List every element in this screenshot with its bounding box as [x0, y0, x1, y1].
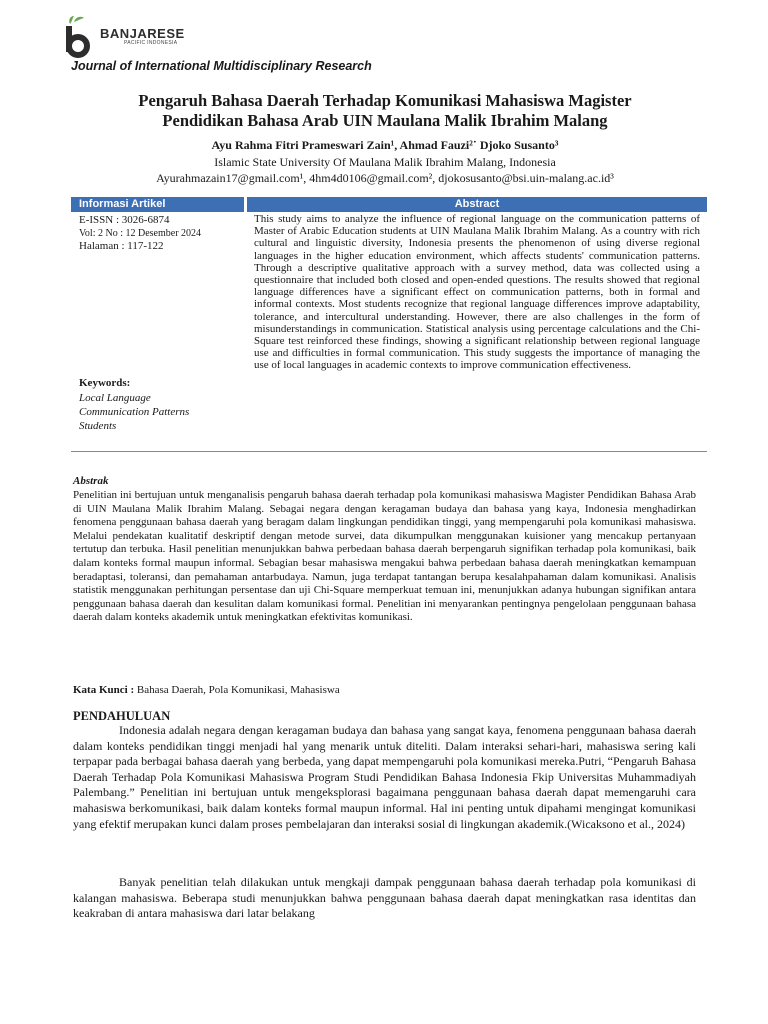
intro-paragraph-text: Indonesia adalah negara dengan keragaman budaya dan bahasa yang sangat kaya, fenomena penggunaan bahasa daerah dalam konteks pendidikan tinggi menjadi hal yang menarik untuk diteliti. Dalam interaksi sehari-hari, mahasiswa sering kali terpapar pada berbagai bahasa daerah yang berbeda, yang dapat mempengaruhi pola komunikasi mereka.Putri, “Pengaruh Bahasa Daerah Terhadap Pola Komunikasi Mahasiswa Program Studi Pendidikan Bahasa Indonesia Fkip Universitas Muhammadiyah Palembang.” Penelitian ini bertujuan untuk mengeksplorasi bagaimana penggunaan bahasa daerah dapat memengaruhi cara mahasiswa berkomunikasi, baik dalam konteks formal maupun informal. Hal ini penting untuk dipahami mengingat komunikasi yang efektif merupakan kunci dalam proses pembelajaran dan interaksi sosial di lingkungan akademik.(Wicaksono et al., 2024) [73, 723, 696, 831]
intro-paragraph [73, 723, 696, 832]
keywords-label: Keywords: [79, 377, 131, 389]
volume-number: Vol: 2 No : 12 Desember 2024 [79, 228, 202, 239]
banjarese-logo-icon [62, 10, 102, 62]
kata-kunci-label: Kata Kunci : [73, 684, 135, 696]
article-info-header: Informasi Artikel [71, 197, 244, 212]
paper-title [70, 91, 700, 131]
intro-paragraph-text: Banyak penelitian telah dilakukan untuk mengkaji dampak penggunaan bahasa daerah terhadap pola komunikasi di kalangan mahasiswa. Beberapa studi menunjukkan bahwa penggunaan bahasa daerah dapat meningkatkan rasa identitas dan keakraban di antara mahasiswa dari latar belakang [73, 875, 696, 921]
indonesian-abstract: Penelitian ini bertujuan untuk menganalisis pengaruh bahasa daerah terhadap pola komunikasi mahasiswa Magister Pendidikan Bahasa Arab di UIN Maulana Malik Ibrahim Malang. Sebagai negara dengan keragaman budaya dan bahasa yang kaya, Indonesia menghadirkan fenomena penggunaan bahasa daerah yang beragam dalam lingkungan pendidikan tinggi, yang mempengaruhi pola komunikasi mahasiswa. Melalui pendekatan kualitatif deskriptif dengan metode survei, data dikumpulkan menggunakan kuisioner yang mencakup pertanyaan tertutup dan terbuka. Hasil penelitian menunjukkan bahwa perbedaan bahasa daerah berpengaruh signifikan terhadap pola komunikasi, baik dalam konteks formal maupun informal. Sebagian besar mahasiswa mengakui bahwa perbedaan bahasa daerah meningkatkan kemampuan beradaptasi, toleransi, dan pemahaman antarbudaya. Namun, juga terdapat tantangan berupa kesalahpahaman dalam komunikasi. Analisis statistik menggunakan perhitungan persentase dan uji Chi-Square memperkuat temuan ini, menunjukkan adanya hubungan signifikan antara penggunaan bahasa daerah dan kesulitan dalam komunikasi formal. Penelitian ini menyarankan pentingnya pengelolaan penggunaan bahasa daerah dalam konteks akademik untuk meningkatkan efektivitas komunikasi. [73, 489, 696, 624]
kata-kunci [73, 684, 340, 696]
title-line-2: Pendidikan Bahasa Arab UIN Maulana Malik Ibrahim Malang [162, 111, 608, 130]
affiliation: Islamic State University Of Maulana Malik Ibrahim Malang, Indonesia [214, 155, 556, 169]
eissn: E-ISSN : 3026-6874 [79, 214, 170, 226]
logo-name: BANJARESE [100, 26, 185, 41]
section-heading: PENDAHULUAN [73, 709, 171, 723]
page-range: Halaman : 117-122 [79, 240, 164, 252]
authors: Ayu Rahma Fitri Prameswari Zain¹, Ahmad Fauzi²˙ Djoko Susanto³ [211, 138, 559, 152]
logo-subtitle: PACIFIC INDONESIA [124, 40, 178, 46]
abstrak-heading: Abstrak [73, 475, 109, 487]
intro-paragraph [73, 875, 696, 922]
english-abstract: This study aims to analyze the influence of regional language on the communication patterns of Master of Arabic Education students at UIN Maulana Malik Ibrahim Malang. As a country with rich cultural and linguistic diversity, Indonesia presents the phenomenon of using diverse regional languages in the higher education environment, which affects students' communication patterns. Through a descriptive qualitative approach with a survey method, data was collected using a questionnaire that included both closed and open-ended questions. The results showed that regional language differences have a significant effect on communication patterns, both in formal and informal contexts. Most students recognize that regional language differences improve adaptability, tolerance, and intercultural understanding. However, there are also challenges in the form of misunderstandings in communication. Statistical analysis using percentage calculations and the Chi-Square test reinforced these findings, showing a significant relationship between regional language use and difficulties in formal communication. This study suggests the importance of managing the use of local languages in academic contexts to improve communication effectiveness. [254, 213, 700, 372]
kata-kunci-values: Bahasa Daerah, Pola Komunikasi, Mahasiswa [134, 684, 340, 696]
keyword-item: Local Language [79, 392, 151, 404]
author-emails: Ayurahmazain17@gmail.com¹, 4hm4d0106@gmail.com², djokosusanto@bsi.uin-malang.ac.id³ [156, 171, 614, 185]
journal-name: Journal of International Multidisciplinary Research [71, 59, 372, 73]
keyword-item: Students [79, 420, 117, 432]
abstract-header: Abstract [247, 197, 707, 212]
title-line-1: Pengaruh Bahasa Daerah Terhadap Komunikasi Mahasiswa Magister [138, 91, 632, 110]
table-bottom-rule [71, 451, 707, 452]
keyword-item: Communication Patterns [79, 406, 190, 418]
